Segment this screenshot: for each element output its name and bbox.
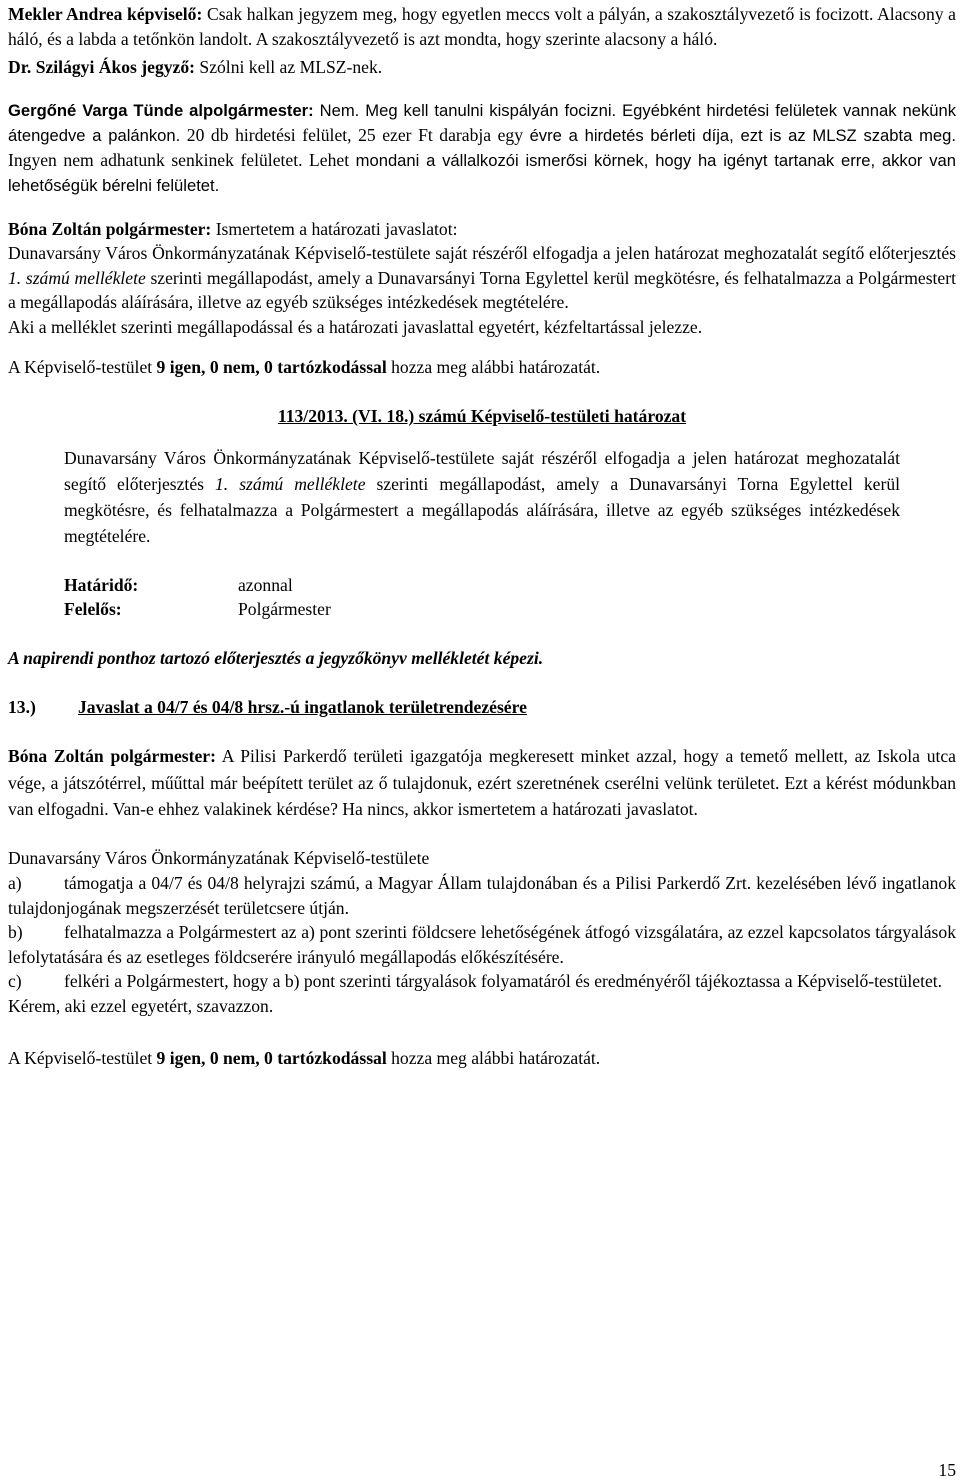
annex-note: A napirendi ponthoz tartozó előterjesztés a jegyzőkönyv mellékletét képezi. (8, 647, 544, 668)
agenda-item-13 (8, 695, 956, 720)
speech-text: mondani a vállalkozói ismerősi körnek, hogy ha igényt tartanak erre, akkor van lehetőségük bérelni felületet. (8, 151, 956, 196)
speech-text: A Pilisi Parkerdő területi igazgatója megkeresett minket azzal, hogy a temető mellett, az Iskola utca vége, a játszótérrel, műűttal már beépített terület az ő tulajdonuk, ezért szeretnének cserélni velünk területet. Ezt a kérést módunkban van elfogadni. Van-e ehhez valakinek kérdése? Ha nincs, akkor ismertetem a határozati javaslatot. (8, 746, 956, 819)
speech-text: Ingyen nem adhatunk senkinek felületet. Lehet (8, 150, 356, 171)
item-b: b) felhatalmazza a Polgármestert az a) pont szerinti földcsere lehetőségének átfogó vizsgálatára, az ezzel kapcsolatos tárgyalások lefolytatására és az esetleges földcserére irányuló megállapodás előkészítésére. (8, 922, 956, 967)
annex-reference: 1. számú melléklete (215, 473, 366, 494)
speech-text: évre a hirdetés bérleti díja, ezt is az MLSZ szabta meg. (529, 125, 956, 145)
speaker-name: Dr. Szilágyi Ákos jegyző: (8, 57, 196, 78)
speaker-name: Mekler Andrea képviselő: (8, 4, 203, 24)
document-page (8, 0, 956, 1484)
speaker-name: Bóna Zoltán polgármester: (8, 218, 212, 239)
vote-request: Kérem, aki ezzel egyetért, szavazzon. (8, 995, 274, 1016)
speech-text: Csak halkan jegyzem meg, hogy egyetlen meccs volt a pályán, a szakosztályvezető is focizott. Alacsony a háló, és a labda a tetőnkön landolt. A szakosztályvezető is azt mondta, hogy szerinte alacsony a háló. (8, 4, 956, 49)
speaker-name: Gergőné Varga Tünde alpolgármester: (8, 100, 314, 120)
vote-result: A Képviselő-testület 9 igen, 0 nem, 0 tartózkodással hozza meg alábbi határozatát. (8, 356, 601, 377)
speech-text: Szólni kell az MLSZ-nek. (195, 57, 383, 78)
vote-request: Aki a melléklet szerinti megállapodással és a határozati javaslattal egyetért, kézfeltartással jelezze. (8, 316, 703, 337)
item-c: c) felkéri a Polgármestert, hogy a b) pont szerinti tárgyalások folyamatáról és eredményéről tájékoztassa a Képviselő-testületet. (8, 971, 943, 992)
resolution-title: 113/2013. (VI. 18.) számú Képviselő-testületi határozat (277, 406, 687, 427)
annex-reference: 1. számú melléklete (8, 267, 146, 288)
resolution-text: Dunavarsány Város Önkormányzatának Képviselő-testülete saját részéről elfogadja a jelen határozat meghozatalát segítő előterjesztés 1. számú melléklete szerinti megállapodást, amely a Dunavarsányi Torna Egylettel kerül megkötésre, és felhatalmazza a Polgármestert a megállapodás aláírására, illetve az egyéb szükséges intézkedések megtételére. (64, 447, 900, 546)
paragraph-mayor-intro (8, 743, 956, 822)
paragraph-mekler (8, 2, 956, 51)
speech-text: 20 db hirdetési felület, 25 ezer Ft darabja egy (180, 124, 530, 145)
speaker-name: Bóna Zoltán polgármester: (8, 746, 216, 767)
agenda-title: Javaslat a 04/7 és 04/8 hrsz.-ú ingatlanok területrendezésére (78, 696, 527, 717)
proposal-text: Dunavarsány Város Önkormányzatának Képviselő-testülete saját részéről elfogadja a jelen határozat meghozatalát segítő előterjesztés 1. számú melléklete szerinti megállapodást, amely a Dunavarsányi Torna Egylettel kerül megkötésre, és felhatalmazza a Polgármestert a megállapodás aláírására, illetve az egyéb szükséges intézkedések megtételére. (8, 243, 956, 313)
responsible-row: Felelős: Polgármester (64, 599, 331, 620)
deadline-row: Határidő: azonnal (64, 574, 293, 595)
agenda-number: 13.) (8, 696, 36, 717)
speech-text: Nem. Meg kell tanulni kispályán focizni. Egyébként hirdetési felületek vannak nekünk átengedve a palánkon. (8, 100, 956, 145)
item-a: a) támogatja a 04/7 és 04/8 helyrajzi számú, a Magyar Állam tulajdonában és a Pilisi Parkerdő Zrt. kezelésében lévő ingatlanok tulajdonjogának megszerzését területcsere útján. (8, 872, 956, 918)
paragraph-mayor-proposal (8, 217, 956, 242)
paragraph-deputy-mayor (8, 98, 956, 199)
page-number: 15 (938, 1460, 956, 1480)
speech-text: Ismertetem a határozati javaslatot: (211, 218, 458, 239)
council-heading: Dunavarsány Város Önkormányzatának Képviselő-testülete (8, 848, 430, 869)
resolution-meta (8, 573, 956, 622)
paragraph-notary (8, 55, 956, 80)
vote-result: A Képviselő-testület 9 igen, 0 nem, 0 tartózkodással hozza meg alábbi határozatát. (8, 1047, 601, 1068)
